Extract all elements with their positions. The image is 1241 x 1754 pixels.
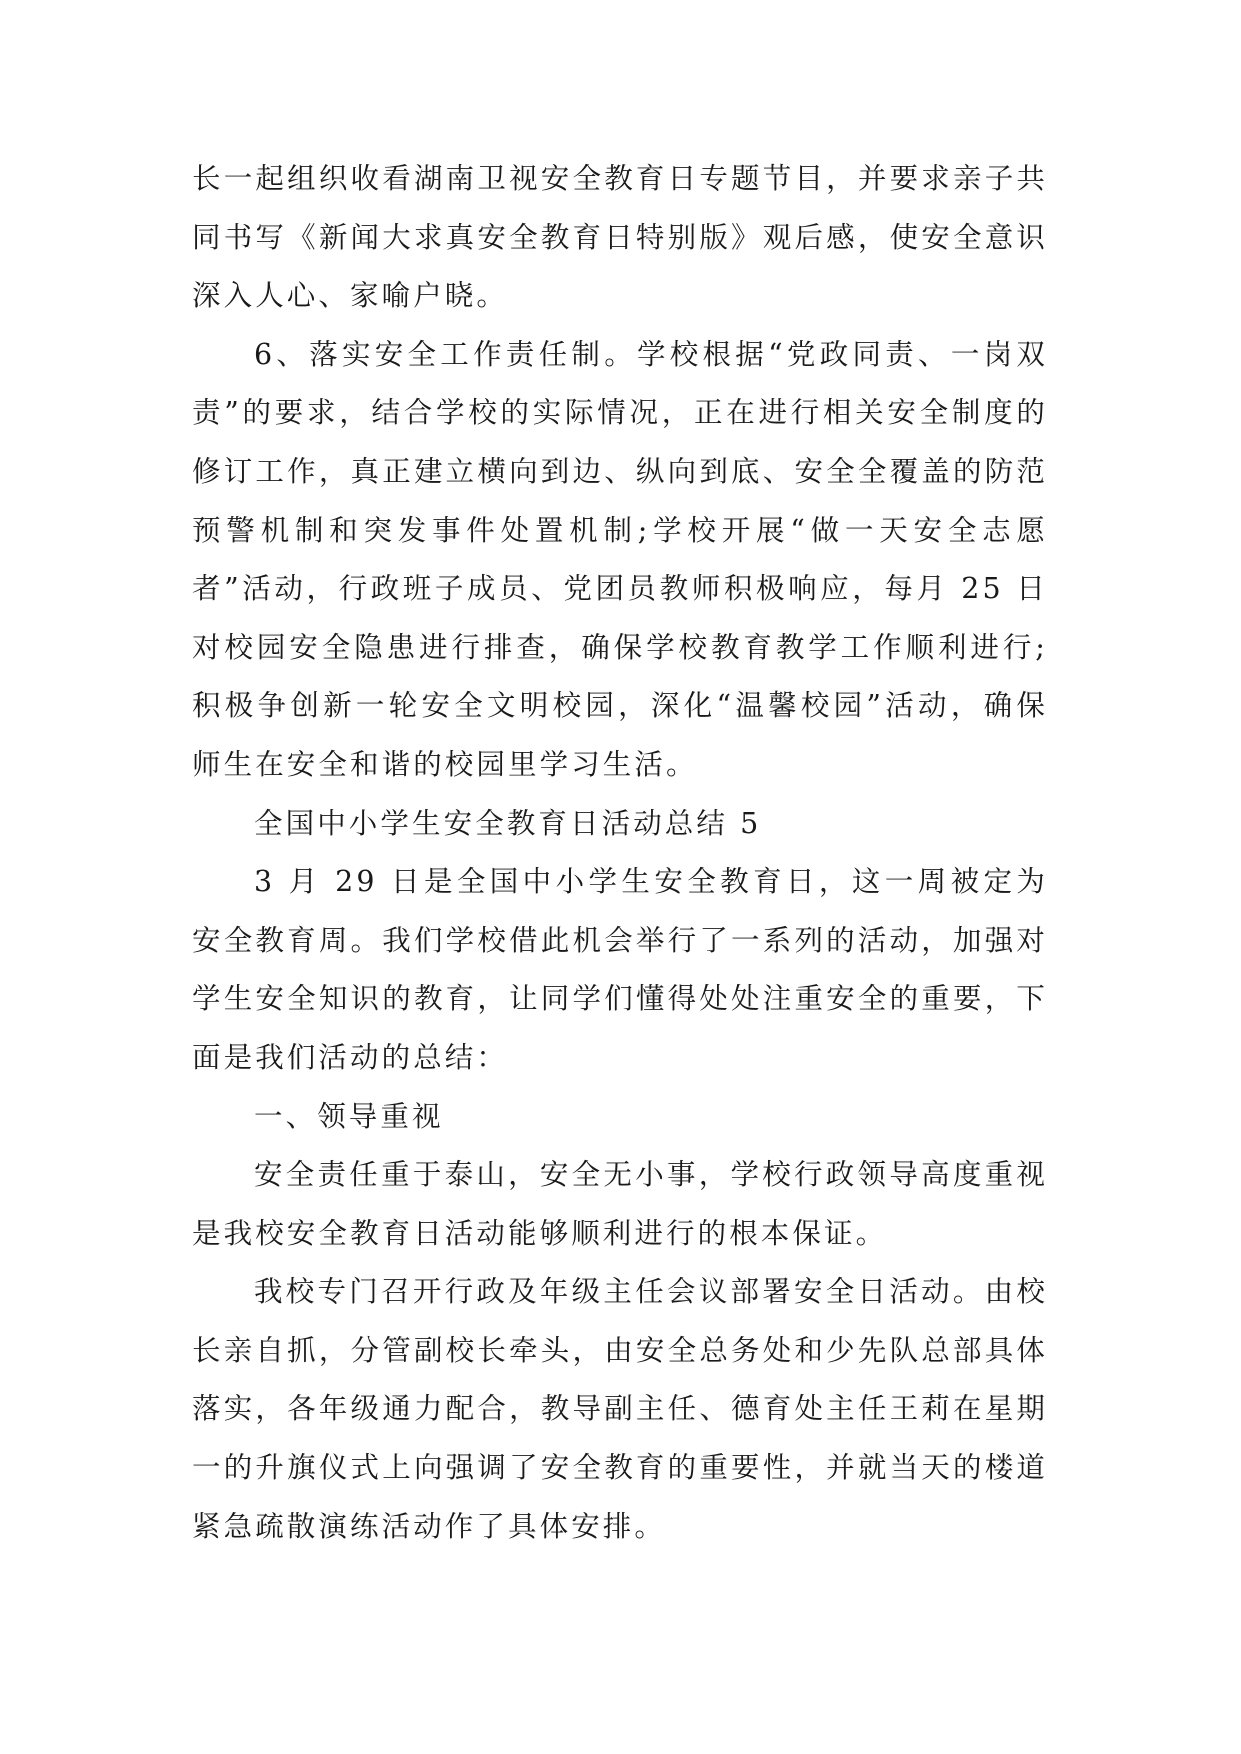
paragraph-intro: 3 月 29 日是全国中小学生安全教育日，这一周被定为安全教育周。我们学校借此机会举行了一系列的活动，加强对学生安全知识的教育，让同学们懂得处处注重安全的重要，下面是我们活动的总结： — [192, 865, 1048, 1074]
paragraph-leadership: 安全责任重于泰山，安全无小事，学校行政领导高度重视是我校安全教育日活动能够顺利进行的根本保证。 — [192, 1158, 1048, 1250]
paragraph-continuation: 长一起组织收看湖南卫视安全教育日专题节目，并要求亲子共同书写《新闻大求真安全教育日特别版》观后感，使安全意识深入人心、家喻户晓。 — [192, 162, 1048, 313]
paragraph-meeting: 我校专门召开行政及年级主任会议部署安全日活动。由校长亲自抓，分管副校长牵头，由安全总务处和少先队总部具体落实，各年级通力配合，教导副主任、德育处主任王莉在星期一的升旗仪式上向强调了安全教育的重要性，并就当天的楼道紧急疏散演练活动作了具体安排。 — [192, 1275, 1048, 1543]
document-body — [192, 150, 1048, 1556]
section-title: 全国中小学生安全教育日活动总结 5 — [254, 806, 762, 840]
paragraph-item-6: 6、落实安全工作责任制。学校根据“党政同责、一岗双责”的要求，结合学校的实际情况，正在进行相关安全制度的修订工作，真正建立横向到边、纵向到底、安全全覆盖的防范预警机制和突发事件处置机制;学校开展“做一天安全志愿者”活动，行政班子成员、党团员教师积极响应，每月 25 日对校园安全隐患进行排查，确保学校教育教学工作顺利进行;积极争创新一轮安全文明校园，深化“温馨校园”活动，确保师生在安全和谐的校园里学习生活。 — [192, 337, 1048, 781]
heading-leadership: 一、领导重视 — [254, 1099, 444, 1133]
